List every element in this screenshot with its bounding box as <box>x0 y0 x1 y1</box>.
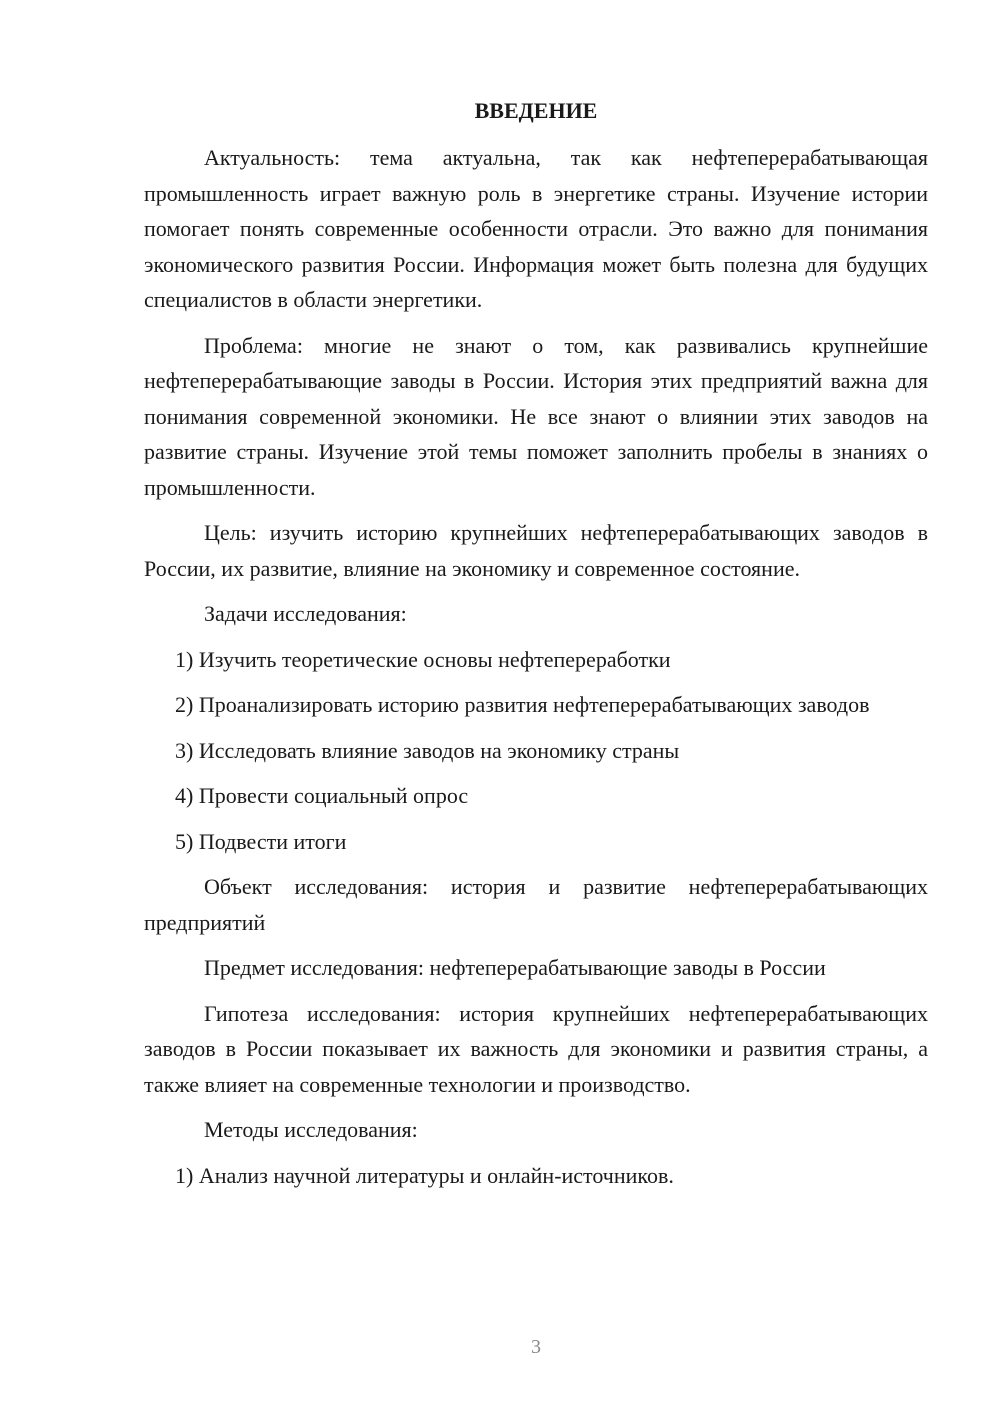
task-item: 1) Изучить теоретические основы нефтепереработки <box>175 646 671 672</box>
task-item: 5) Подвести итоги <box>175 828 347 854</box>
task-item: 3) Исследовать влияние заводов на экономику страны <box>175 737 680 763</box>
page-content <box>144 96 928 1203</box>
method-item: 1) Анализ научной литературы и онлайн-источников. <box>175 1162 674 1188</box>
page-number: 3 <box>531 1336 541 1358</box>
goal-paragraph: Цель: изучить историю крупнейших нефтеперерабатывающих заводов в России, их развитие, влияние на экономику и современное состояние. <box>144 520 928 581</box>
page-title: ВВЕДЕНИЕ <box>474 98 598 123</box>
methods-title: Методы исследования: <box>204 1117 418 1142</box>
problem-paragraph: Проблема: многие не знают о том, как развивались крупнейшие нефтеперерабатывающие заводы в России. История этих предприятий важна для понимания современной экономики. Не все знают о влиянии этих заводов на развитие страны. Изучение этой темы поможет заполнить пробелы в знаниях о промышленности. <box>144 332 928 500</box>
hypothesis-paragraph: Гипотеза исследования: история крупнейших нефтеперерабатывающих заводов в России показывает их важность для экономики и развития страны, а также влияет на современные технологии и производство. <box>144 1000 928 1097</box>
task-item: 4) Провести социальный опрос <box>175 783 469 808</box>
object-paragraph: Объект исследования: история и развитие нефтеперерабатывающих предприятий <box>144 874 928 935</box>
task-item: 2) Проанализировать историю развития нефтеперерабатывающих заводов <box>175 692 870 717</box>
relevance-paragraph: Актуальность: тема актуальна, так как нефтеперерабатывающая промышленность играет важную роль в энергетике страны. Изучение истории помогает понять современные особенности отрасли. Это важно для понимания экономического развития России. Информация может быть полезна для будущих специалистов в области энергетики. <box>144 145 928 312</box>
tasks-title: Задачи исследования: <box>204 601 407 626</box>
subject-paragraph: Предмет исследования: нефтеперерабатывающие заводы в России <box>204 955 826 980</box>
